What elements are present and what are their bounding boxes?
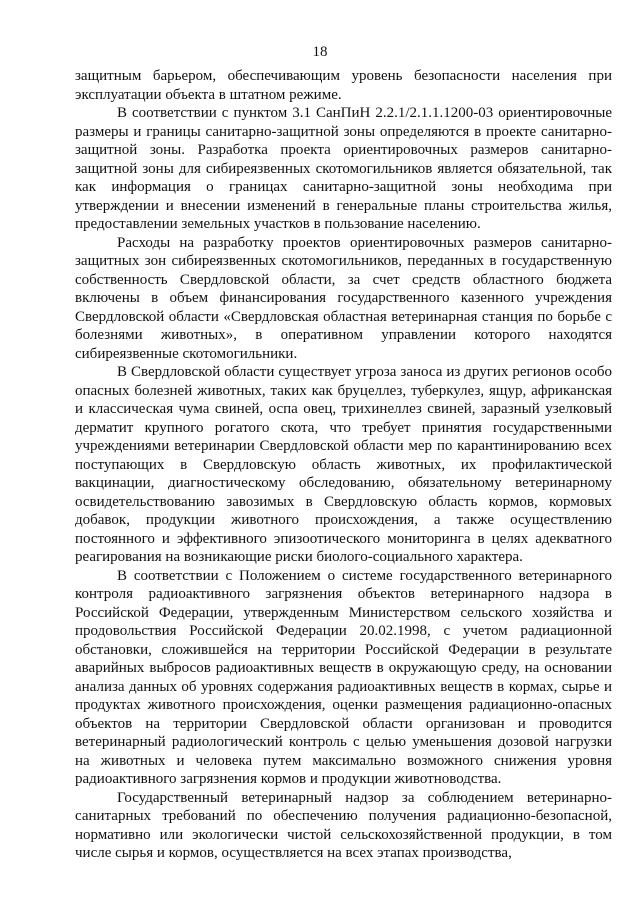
document-body	[75, 67, 612, 863]
paragraph-continued: защитным барьером, обеспечивающим уровень безопасности населения при эксплуатации объекта в штатном режиме.	[75, 68, 612, 103]
paragraph-veterinary-supervision: Государственный ветеринарный надзор за соблюдением ветеринарно-санитарных требований по обеспечению получения радиационно-безопасной, нормативно или экологически чистой сельскохозяйственной продукции, в том числе сырья и кормов, осуществляется на всех этапах производства,	[75, 789, 612, 861]
paragraph-disease-threat: В Свердловской области существует угроза заноса из других регионов особо опасных болезней животных, таких как бруцеллез, туберкулез, ящур, африканская и классическая чума свиней, оспа овец, трихинеллез свиней, заразный узелковый дерматит крупного рогатого скота, что требует принятия государственными учреждениями ветеринарии Свердловской области мер по карантинированию всех поступающих в Свердловскую область животных, их профилактической вакцинации, диагностическому обследованию, обязательному ветеринарному освидетельствованию завозимых в Свердловскую область кормов, кормовых добавок, продукции животного происхождения, а также осуществлению постоянного и эффективного эпизоотического мониторинга в целях адекватного реагирования на возникающие риски биолого-социального характера.	[75, 364, 612, 565]
page-number: 18	[312, 44, 328, 60]
paragraph-project-costs: Расходы на разработку проектов ориентировочных размеров санитарно-защитных зон сибиреязвенных скотомогильников, переданных в государственную собственность Свердловской области, за счет средств областного бюджета включены в объем финансирования государственного казенного учреждения Свердловской области «Свердловская областная ветеринарная станция по борьбе с болезнями животных», в оперативном управлении которого находятся сибиреязвенные скотомогильники.	[75, 234, 612, 362]
paragraph-radiological-control: В соответствии с Положением о системе государственного ветеринарного контроля радиоактивного загрязнения объектов ветеринарного надзора в Российской Федерации, утвержденным Министерством сельского хозяйства и продовольствия Российской Федерации 20.02.1998, с учетом радиационной обстановки, сложившейся на территории Российской Федерации в результате аварийных выбросов радиоактивных веществ в окружающую среду, на основании анализа данных об уровнях содержания радиоактивных веществ в кормах, сырье и продуктах животного происхождения, оценки размещения радиационно-опасных объектов на территории Свердловской области организован и проводится ветеринарный радиологический контроль с целью уменьшения дозовой нагрузки на животных и человека путем максимально возможного снижения уровня радиоактивного загрязнения кормов и продукции животноводства.	[75, 567, 612, 787]
paragraph-sanitary-zone: В соответствии с пунктом 3.1 СанПиН 2.2.1/2.1.1.1200-03 ориентировочные размеры и границы санитарно-защитной зоны определяются в проекте санитарно-защитной зоны. Разработка проекта ориентировочных размеров санитарно-защитной зоны для сибиреязвенных скотомогильников является обязательной, так как информация о границах санитарно-защитной зоны необходима при утверждении и внесении изменений в генеральные планы строительства жилья, предоставлении земельных участков в пользование населению.	[75, 105, 612, 232]
